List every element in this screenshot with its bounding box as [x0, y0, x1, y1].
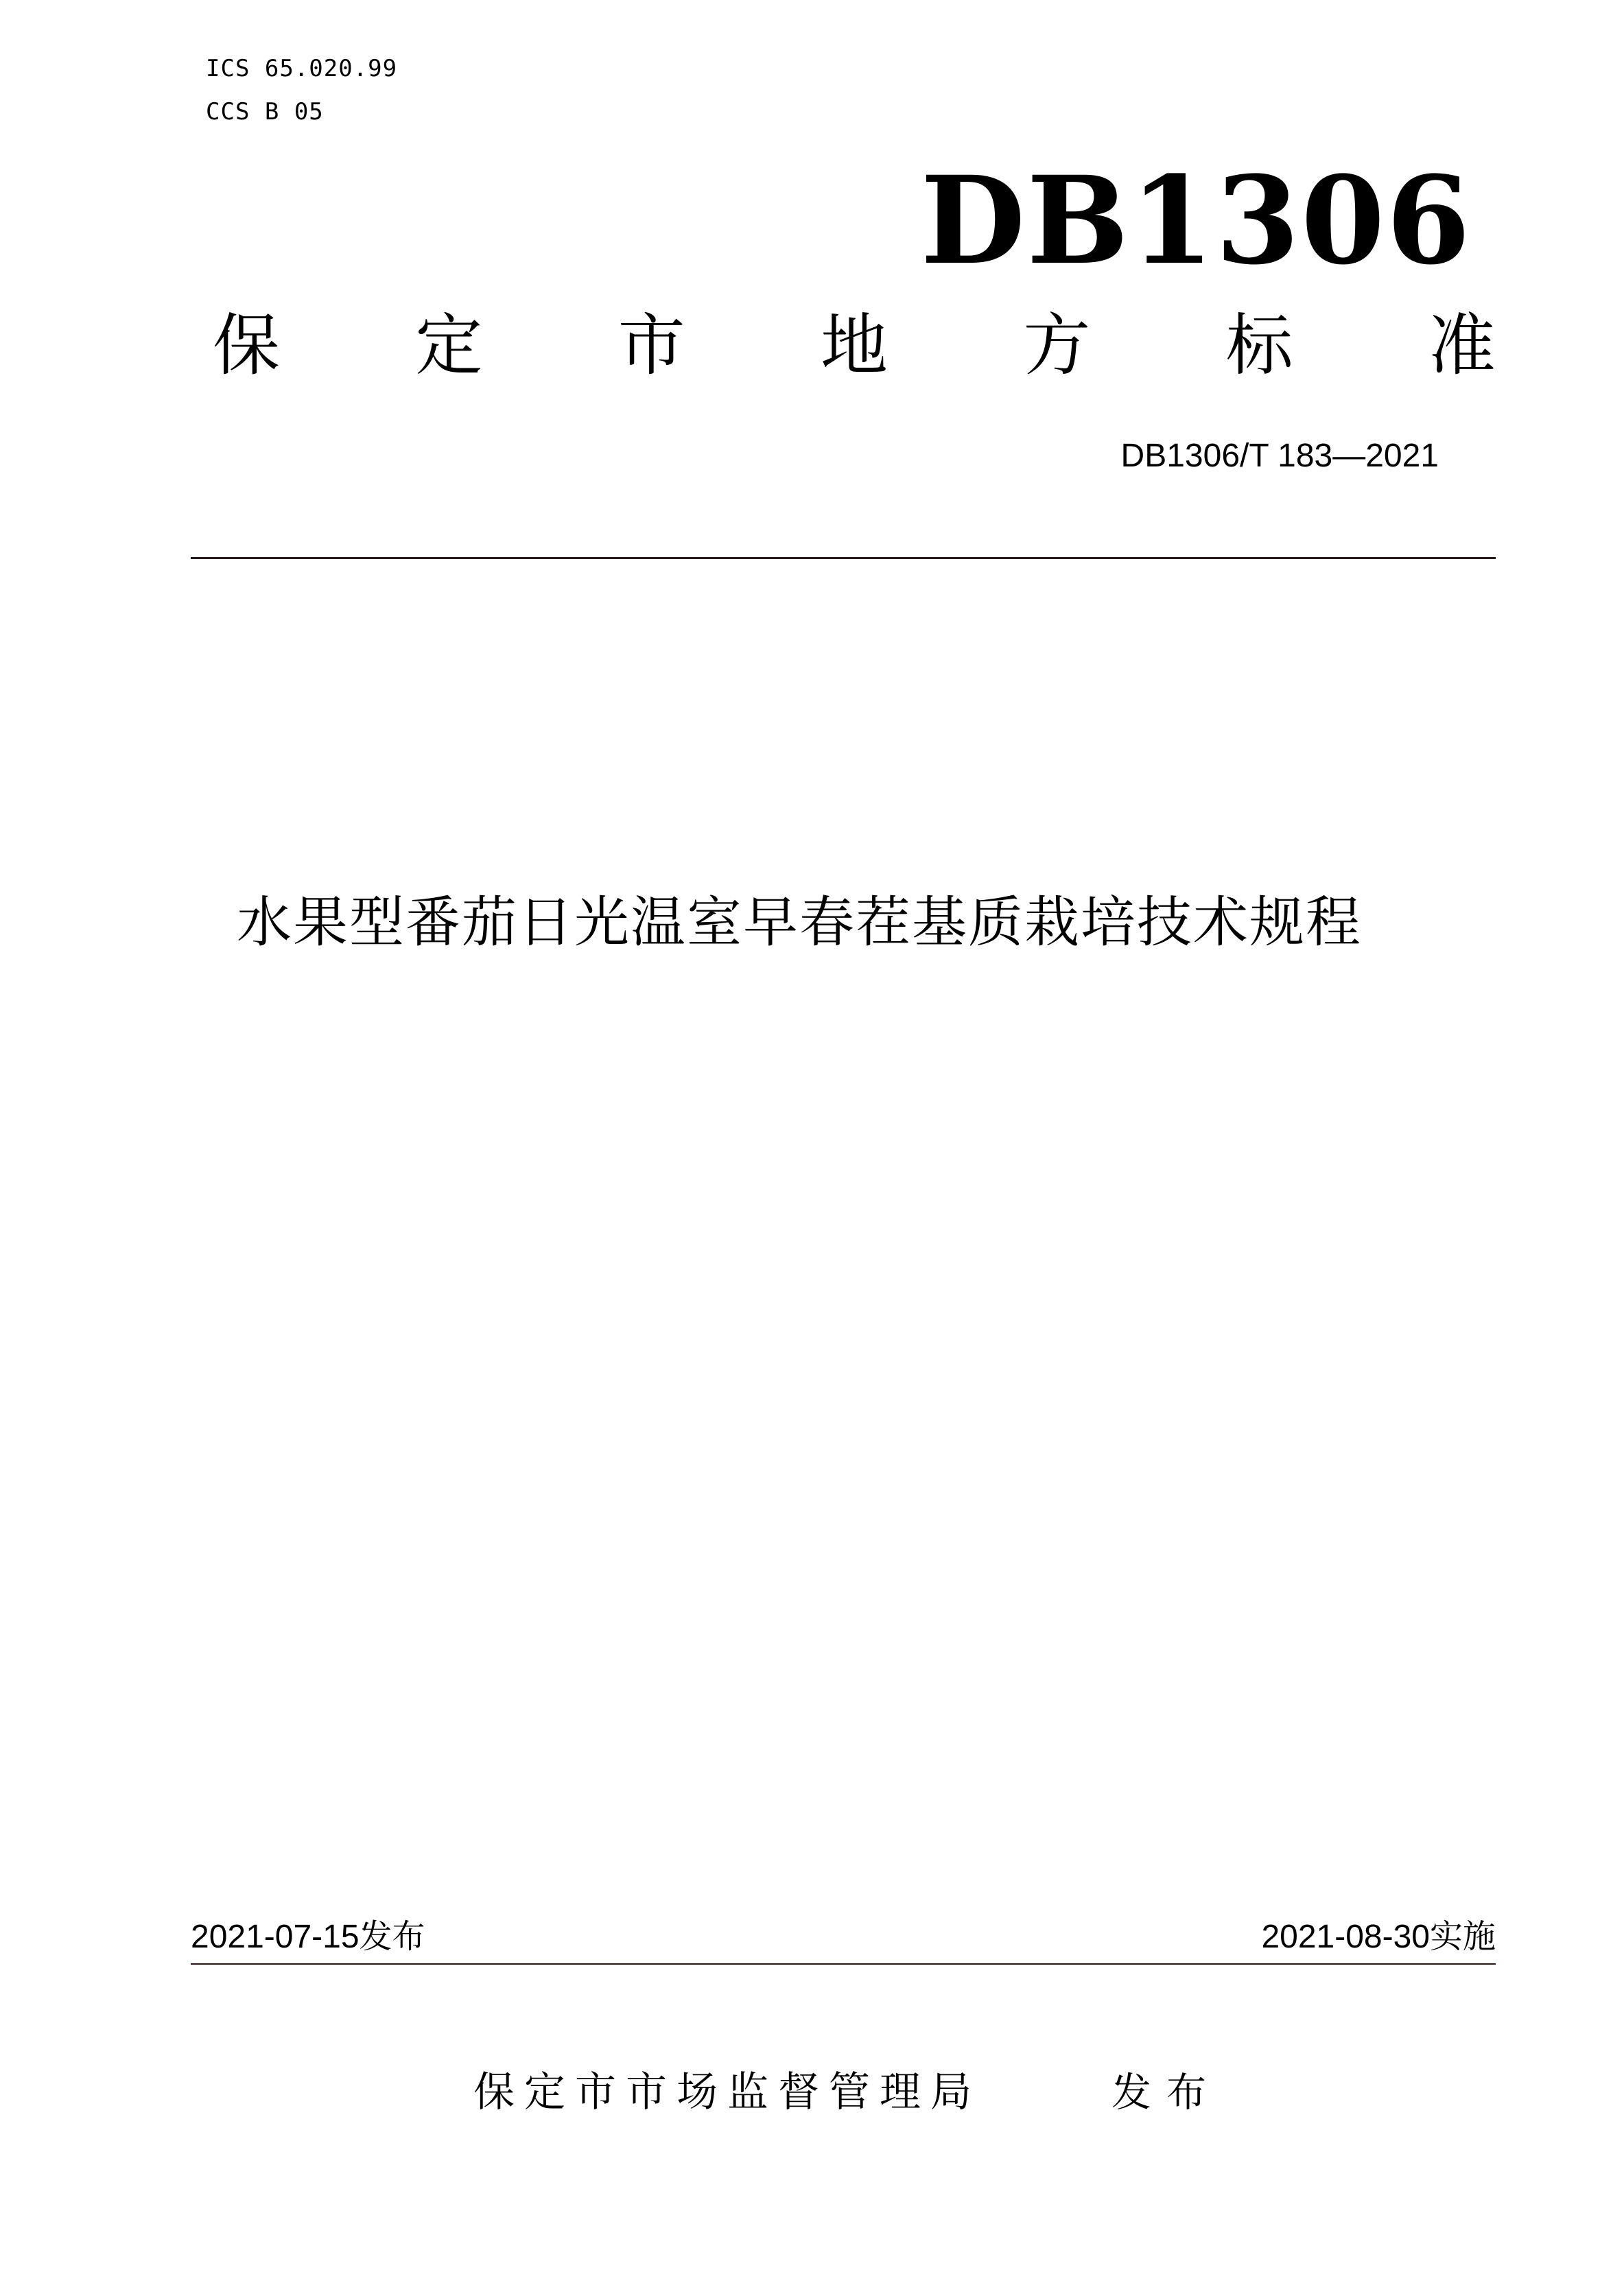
top-divider	[191, 557, 1496, 559]
standard-type-char: 定	[415, 306, 483, 385]
publish-label: 发布	[1111, 2069, 1222, 2116]
publisher-name: 保定市市场监督管理局	[473, 2068, 981, 2116]
implement-date: 2021-08-30	[1261, 1919, 1430, 1955]
document-title: 水果型番茄日光温室早春茬基质栽培技术规程	[237, 890, 1362, 954]
standard-mark: DB1306	[920, 150, 1472, 292]
issue-label: 发布	[359, 1917, 425, 1956]
implement-date-line	[1261, 1916, 1496, 1958]
issue-date-line	[191, 1916, 425, 1958]
standard-type-char: 地	[820, 306, 888, 385]
ics-code: ICS 65.020.99	[206, 55, 398, 82]
issue-date: 2021-07-15	[191, 1919, 360, 1955]
standard-type-char: 方	[1023, 306, 1091, 385]
ccs-code: CCS B 05	[206, 98, 324, 126]
standard-type-char: 市	[617, 306, 685, 385]
standard-type-char: 准	[1428, 306, 1496, 385]
standard-type-char: 保	[213, 306, 281, 385]
bottom-divider	[191, 1963, 1496, 1965]
implement-label: 实施	[1429, 1917, 1496, 1956]
standard-number: DB1306/T 183—2021	[1120, 438, 1439, 474]
standard-type-char: 标	[1225, 306, 1293, 385]
standard-type-heading	[213, 292, 1496, 388]
